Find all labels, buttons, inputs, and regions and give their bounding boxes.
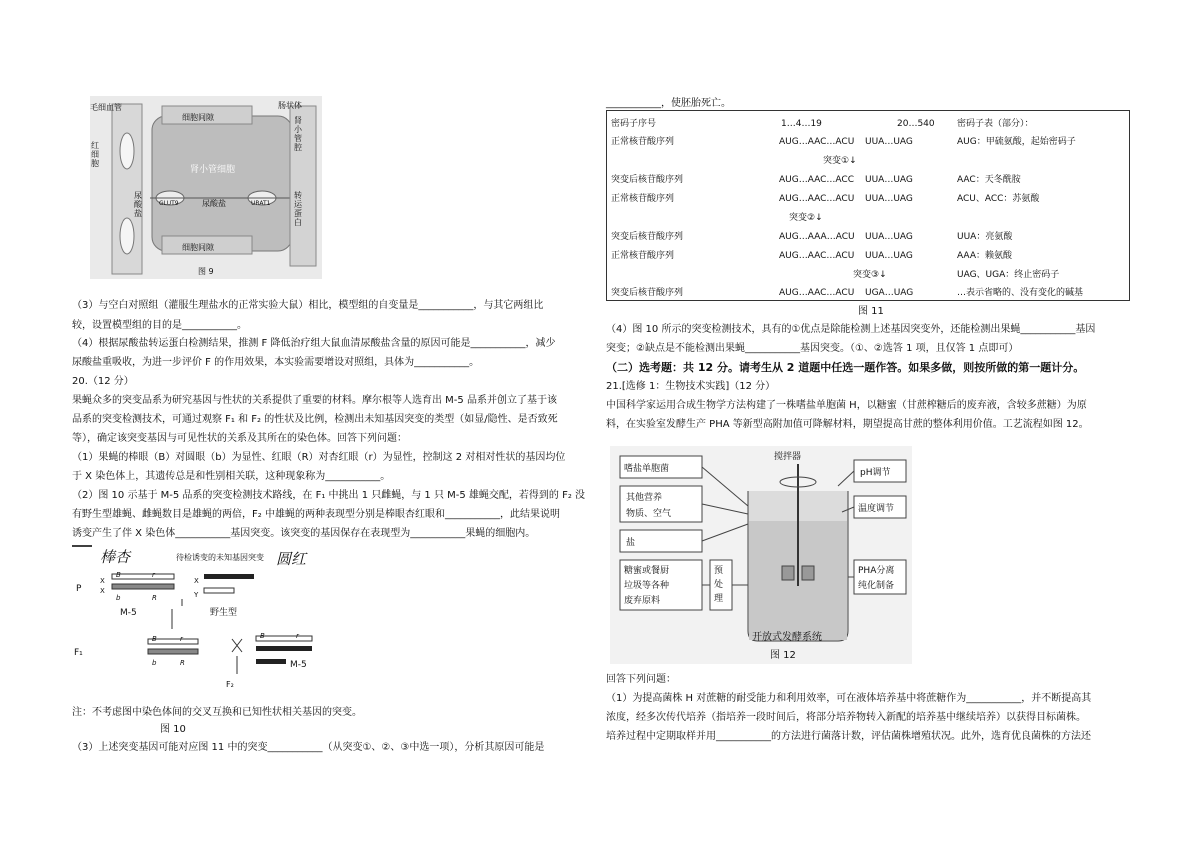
fig10-top-label: 待检诱变的未知基因突变 xyxy=(176,553,264,562)
table-row7-key: AAA：赖氨酸 xyxy=(957,251,1012,261)
q21-title: 21.[选修 1：生物技术实践]（12 分） xyxy=(606,381,776,392)
fig10-x2: X xyxy=(100,587,105,595)
fig9-label-transporter: 转运蛋白 xyxy=(294,191,302,227)
table-row4-seq2: UUA…UAG xyxy=(865,194,913,204)
table-mutation3: 突变③↓ xyxy=(853,270,887,280)
q20-3-line1: （3）上述突变基因可能对应图 11 中的突变___________（从突变①、②、③中选一项），分析其原因可能是 xyxy=(72,742,545,753)
fig10-B1: B xyxy=(116,571,121,579)
table-row9-key: …表示省略的、没有变化的碱基 xyxy=(957,288,1084,298)
table-mutation1: 突变①↓ xyxy=(823,156,857,166)
q20-3-continuation: ___________，使胚胎死亡。 xyxy=(606,98,731,109)
answer-prompt: 回答下列问题： xyxy=(606,674,676,685)
q20-1-line1: （1）果蝇的棒眼（B）对圆眼（b）为显性、红眼（R）对杏红眼（r）为显性，控制这 2 对相对性状的基因均位 xyxy=(72,452,566,463)
fig9-label-glut9: GLUT9 xyxy=(159,200,179,207)
q20-para-line2: 品系的突变检测技术，可通过观察 F₁ 和 F₂ 的性状及比例，检测出未知基因突变的类型（如显/隐性、是否致死 xyxy=(72,414,558,425)
table-row6-seq2: UUA…UAG xyxy=(865,232,913,242)
table-row9-seq1: AUG…AAC…ACU xyxy=(779,288,855,298)
q4-right-line2: 突变；②缺点是不能检测出果蝇___________基因突变。（①、②选答 1 项，且仅答 1 点即可） xyxy=(606,343,1019,354)
fig10-handwriting-2: 圆红 xyxy=(276,550,307,568)
fig10-handwriting-1: 棒杏 xyxy=(100,548,131,566)
figure-9 xyxy=(90,96,322,279)
table-row9-label: 突变后核苷酸序列 xyxy=(611,288,684,298)
fig9-label-urate-left: 尿酸盐 xyxy=(134,191,142,218)
q20-2-line2: 有野生型雄蝇、雌蝇数目是雄蝇的两倍，F₂ 中雄蝇的两种表现型分别是棒眼杏红眼和___________，此结果说明 xyxy=(72,509,560,520)
section-elective-heading: （二）选考题：共 12 分。请考生从 2 道题中任选一题作答。如果多做，则按所做的第一题计分。 xyxy=(606,361,1085,374)
fig10-p-label: P xyxy=(76,584,82,594)
fig10-wild-label: 野生型 xyxy=(210,608,238,618)
q20-para-line3: 等），确定该突变基因与可见性状的关系及其所在的染色体。回答下列问题： xyxy=(72,433,407,444)
fig12-pha-2: 纯化制备 xyxy=(858,581,895,591)
fig11-caption: 图 11 xyxy=(858,306,884,317)
fig12-box-waste-3: 废弃原料 xyxy=(624,596,661,606)
fig9-label-lumen: 肾小管腔 xyxy=(294,116,302,152)
fig10-x3: X xyxy=(194,577,199,585)
fig9-label-capillary: 毛细血管 xyxy=(90,103,122,112)
fig12-stirrer: 搅拌器 xyxy=(774,452,802,462)
fig12-box-bacteria: 嗜盐单胞菌 xyxy=(624,464,670,474)
table-header-index: 密码子序号 xyxy=(611,119,657,129)
fig12-pha-1: PHA分离 xyxy=(858,566,895,576)
q20-1-line2: 于 X 染色体上，其遗传总是和性别相关联，这种现象称为___________。 xyxy=(72,471,391,482)
table-header-codon-key: 密码子表（部分）： xyxy=(957,119,1034,129)
q20-2-line3: 诱变产生了伴 X 染色体___________基因突变。该突变的基因保存在表现型为___________果蝇的细胞内。 xyxy=(72,528,536,539)
fig10-m5-label: M-5 xyxy=(120,608,137,618)
table-row3-seq1: AUG…AAC…ACC xyxy=(779,175,854,185)
fig12-box-salt: 盐 xyxy=(626,538,636,548)
q20-title: 20.（12 分） xyxy=(72,376,134,387)
fig12-ph: pH调节 xyxy=(860,468,891,478)
fig10-f1-label: F₁ xyxy=(74,648,83,658)
table-row8-key: UAG、UGA：终止密码子 xyxy=(957,270,1060,280)
figure-10 xyxy=(72,544,332,694)
table-row7-seq2: UUA…UAG xyxy=(865,251,913,261)
table-row1-seq2: UUA…UAG xyxy=(865,137,913,147)
figure-12 xyxy=(610,446,912,664)
fig9-label-rbc: 红细胞 xyxy=(91,141,99,168)
table-header-range1: 1…4…19 xyxy=(781,119,822,129)
fig10-r2: r xyxy=(180,635,183,643)
table-row7-label: 正常核苷酸序列 xyxy=(611,251,675,261)
q20-para-line1: 果蝇众多的突变品系为研究基因与性状的关系提供了重要的材料。摩尔根等人选育出 M-5 品系并创立了基于该 xyxy=(72,395,557,406)
q21-1-line2: 浓度，经多次传代培养（指培养一段时间后，将部分培养物转入新配的培养基中继续培养）以获得目标菌株。 xyxy=(606,712,1086,723)
table-row1-key: AUG：甲硫氨酸，起始密码子 xyxy=(957,137,1076,147)
fig9-label-interstitial-bottom: 细胞间隙 xyxy=(182,243,214,252)
fig12-box-nutrients-2: 物质、空气 xyxy=(626,509,672,519)
fig12-system-label: 开放式发酵系统 xyxy=(752,632,822,643)
fig12-box-waste-2: 垃圾等各种 xyxy=(624,581,670,591)
table-row4-label: 正常核苷酸序列 xyxy=(611,194,675,204)
table-row9-seq2: UGA…UAG xyxy=(865,288,914,298)
table-row4-seq1: AUG…AAC…ACU xyxy=(779,194,855,204)
q21-para-line1: 中国科学家运用合成生物学方法构建了一株嗜盐单胞菌 H，以糖蜜（甘蔗榨糖后的废弃液，含较多蔗糖）为原 xyxy=(606,400,1087,411)
q4-line1: （4）根据尿酸盐转运蛋白检测结果，推测 F 降低治疗组大鼠血清尿酸盐含量的原因可能是___________，减少 xyxy=(72,338,556,349)
fig10-x1: X xyxy=(100,577,105,585)
fig10-r1: r xyxy=(152,571,155,579)
fig10-m5b-label: M-5 xyxy=(290,660,307,670)
fig10-note: 注：不考虑图中染色体间的交叉互换和已知性状相关基因的突变。 xyxy=(72,707,362,718)
fig10-B2: B xyxy=(152,635,157,643)
fig10-y1: Y xyxy=(194,591,199,599)
fig9-label-urat1: URAT1 xyxy=(251,200,271,207)
fig9-label-tubule-cell: 肾小管细胞 xyxy=(190,165,236,175)
fig10-R1: R xyxy=(152,594,157,602)
table-row6-seq1: AUG…AAA…ACU xyxy=(779,232,855,242)
fig12-box-waste-1: 糖蜜或餐厨 xyxy=(624,566,670,576)
q20-2-line1: （2）图 10 示基于 M-5 品系的突变检测技术路线，在 F₁ 中挑出 1 只雌蝇，与 1 只 M-5 雄蝇交配，若得到的 F₂ 没 xyxy=(72,490,586,501)
q4-line2: 尿酸盐重吸收，为进一步评价 F 的作用效果，本实验需要增设对照组，具体为___________。 xyxy=(72,357,480,368)
table-row3-key: AAC：天冬酰胺 xyxy=(957,175,1021,185)
fig12-box-nutrients-1: 其他营养 xyxy=(626,493,663,503)
fig10-b2: b xyxy=(152,659,157,667)
q4-right-line1: （4）图 10 所示的突变检测技术，具有的①优点是除能检测上述基因突变外，还能检测出果蝇___________基因 xyxy=(606,324,1096,335)
table-header-range2: 20…540 xyxy=(897,119,935,129)
fig12-temp: 温度调节 xyxy=(858,504,895,514)
fig9-caption: 图 9 xyxy=(198,267,214,276)
q21-1-line3: 培养过程中定期取样并用___________的方法进行菌落计数，评估菌株增殖状况。此外，选育优良菌株的方法还 xyxy=(606,731,1091,742)
fig12-pretreatment: 预处理 xyxy=(714,566,724,604)
fig10-B3: B xyxy=(260,632,265,640)
table-row4-key: ACU、ACC：苏氨酸 xyxy=(957,194,1040,204)
q3-line1: （3）与空白对照组（灌服生理盐水的正常实验大鼠）相比，模型组的自变量是___________，与其它两组比 xyxy=(72,300,544,311)
table-row3-seq2: UUA…UAG xyxy=(865,175,913,185)
fig10-R2: R xyxy=(180,659,185,667)
fig12-caption: 图 12 xyxy=(770,650,796,661)
table-mutation2: 突变②↓ xyxy=(789,213,823,223)
table-row6-label: 突变后核苷酸序列 xyxy=(611,232,684,242)
fig10-f2-label: F₂ xyxy=(226,680,234,689)
fig10-r3: r xyxy=(296,632,299,640)
table-row1-seq1: AUG…AAC…ACU xyxy=(779,137,855,147)
fig9-label-interstitial-top: 细胞间隙 xyxy=(182,113,214,122)
fig10-caption: 图 10 xyxy=(160,724,186,735)
q3-line2: 较，设置模型组的目的是___________。 xyxy=(72,320,247,331)
table-row1-label: 正常核苷酸序列 xyxy=(611,137,675,147)
fig9-label-brush: 肠状体 xyxy=(278,101,302,110)
table-row7-seq1: AUG…AAC…ACU xyxy=(779,251,855,261)
table-row6-key: UUA：亮氨酸 xyxy=(957,232,1013,242)
figure-11-table xyxy=(606,110,1130,301)
q21-para-line2: 料，在实验室发酵生产 PHA 等新型高附加值可降解材料，期望提高甘蔗的整体利用价值。工艺流程如图 12。 xyxy=(606,419,1089,430)
q21-1-line1: （1）为提高菌株 H 对蔗糖的耐受能力和利用效率，可在液体培养基中将蔗糖作为___________，并不断提高其 xyxy=(606,693,1092,704)
table-row3-label: 突变后核苷酸序列 xyxy=(611,175,684,185)
fig9-label-urate: 尿酸盐 xyxy=(202,199,226,208)
fig10-b1: b xyxy=(116,594,121,602)
